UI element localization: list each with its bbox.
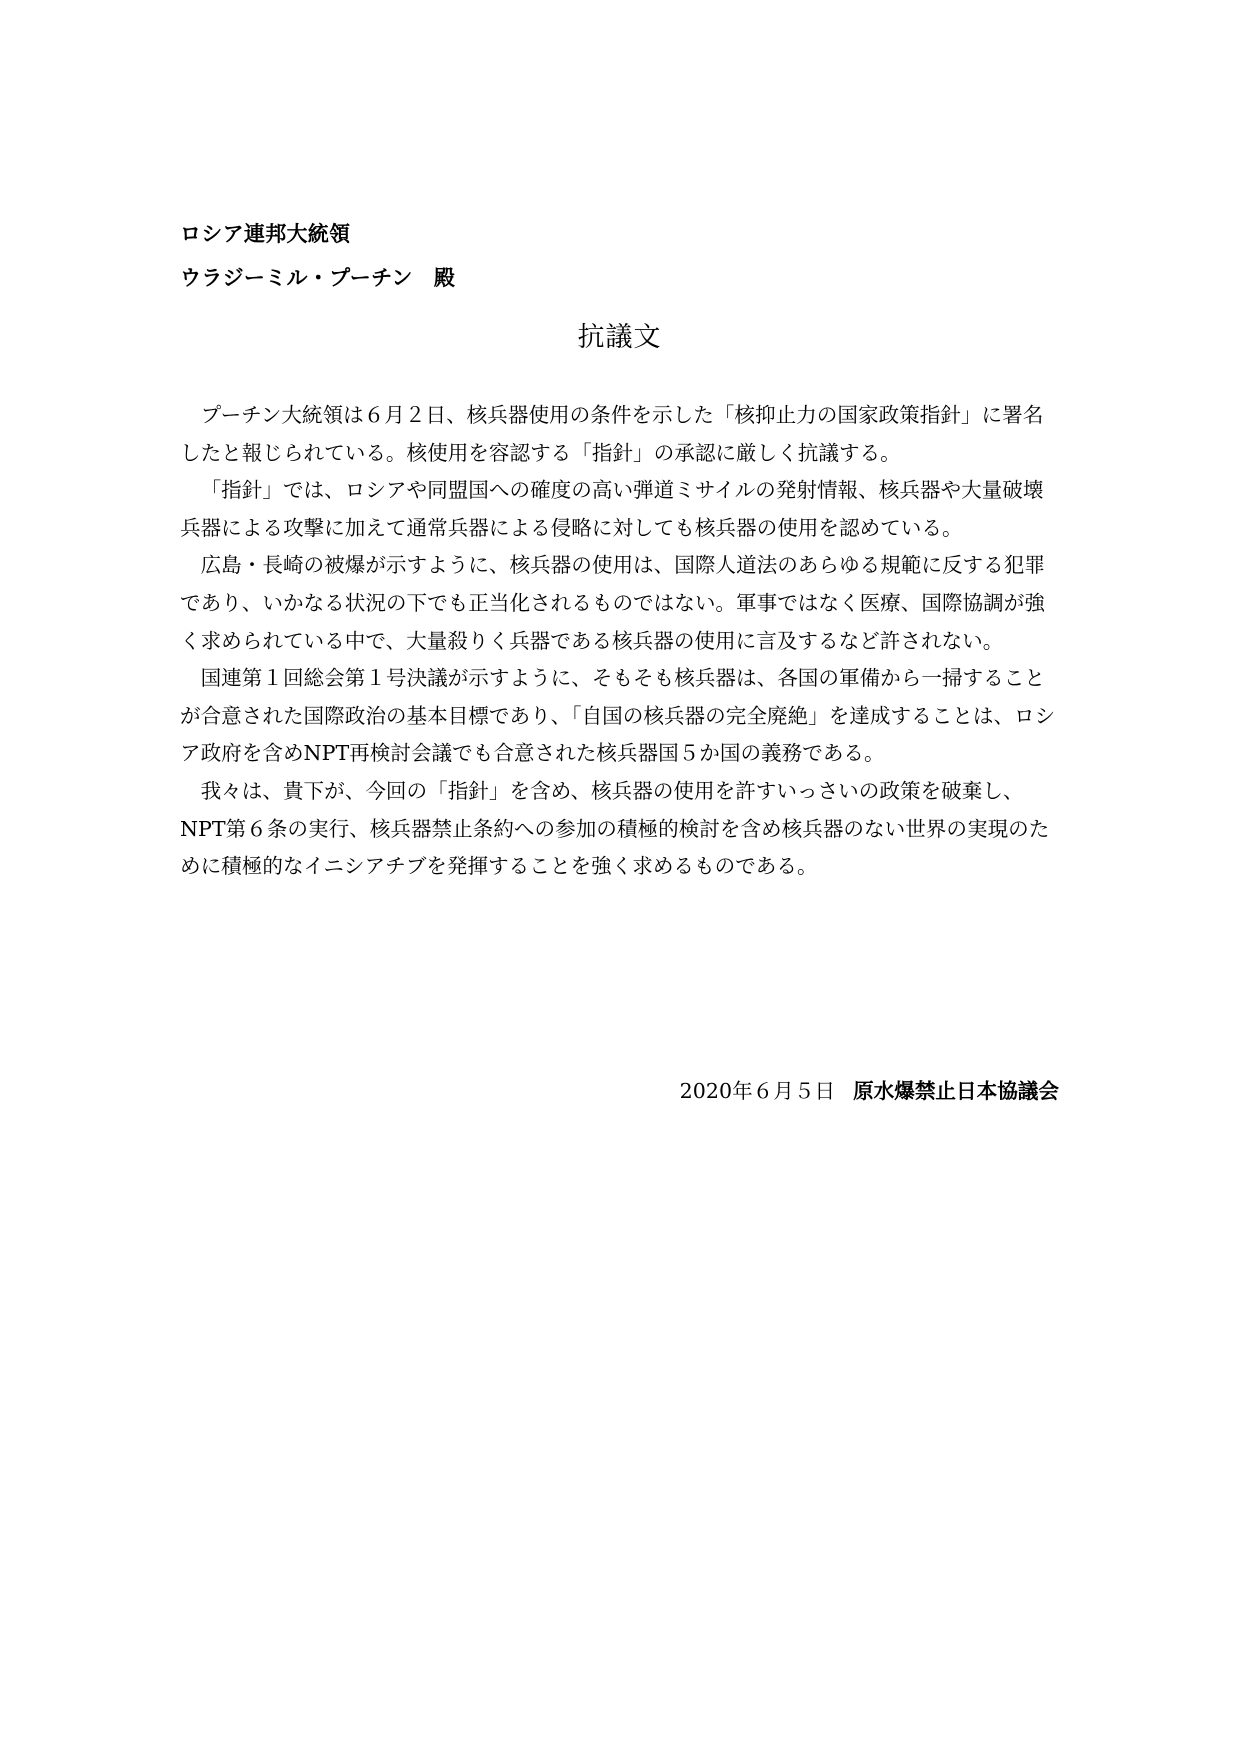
document-title: 抗議文: [577, 322, 662, 353]
addressee-block: [180, 212, 455, 300]
paragraph: 我々は、貴下が、今回の「指針」を含め、核兵器の使用を許すいっさいの政策を破棄し、NPT第６条の実行、核兵器禁止条約への参加の積極的検討を含め核兵器のない世界の実現のために積極的なイニシアチブを発揮することを強く求めるものである。: [180, 778, 1050, 879]
signature-date: 2020年６月５日: [679, 1079, 836, 1103]
body-text: [180, 397, 1060, 886]
signature-organization: 原水爆禁止日本協議会: [853, 1079, 1059, 1103]
paragraph: 「指針」では、ロシアや同盟国への確度の高い弾道ミサイルの発射情報、核兵器や大量破壊兵器による攻撃に加えて通常兵器による侵略に対しても核兵器の使用を認めている。: [180, 478, 1044, 540]
signature-block: [680, 1071, 1059, 1111]
addressee-title: ロシア連邦大統領: [180, 222, 351, 246]
addressee-name: ウラジーミル・プーチン 殿: [180, 266, 456, 290]
paragraph: 国連第１回総会第１号決議が示すように、そもそも核兵器は、各国の軍備から一掃することが合意された国際政治の基本目標であり、「自国の核兵器の完全廃絶」を達成することは、ロシア政府を含めNPT再検討会議でも合意された核兵器国５か国の義務である。: [180, 666, 1056, 766]
paragraph: 広島・長崎の被爆が示すように、核兵器の使用は、国際人道法のあらゆる規範に反する犯罪であり、いかなる状況の下でも正当化されるものではない。軍事ではなく医療、国際協調が強く求められている中で、大量殺りく兵器である核兵器の使用に言及するなど許されない。: [180, 553, 1045, 653]
paragraph: プーチン大統領は６月２日、核兵器使用の条件を示した「核抑止力の国家政策指針」に署名したと報じられている。核使用を容認する「指針」の承認に厳しく抗議する。: [180, 403, 1044, 465]
